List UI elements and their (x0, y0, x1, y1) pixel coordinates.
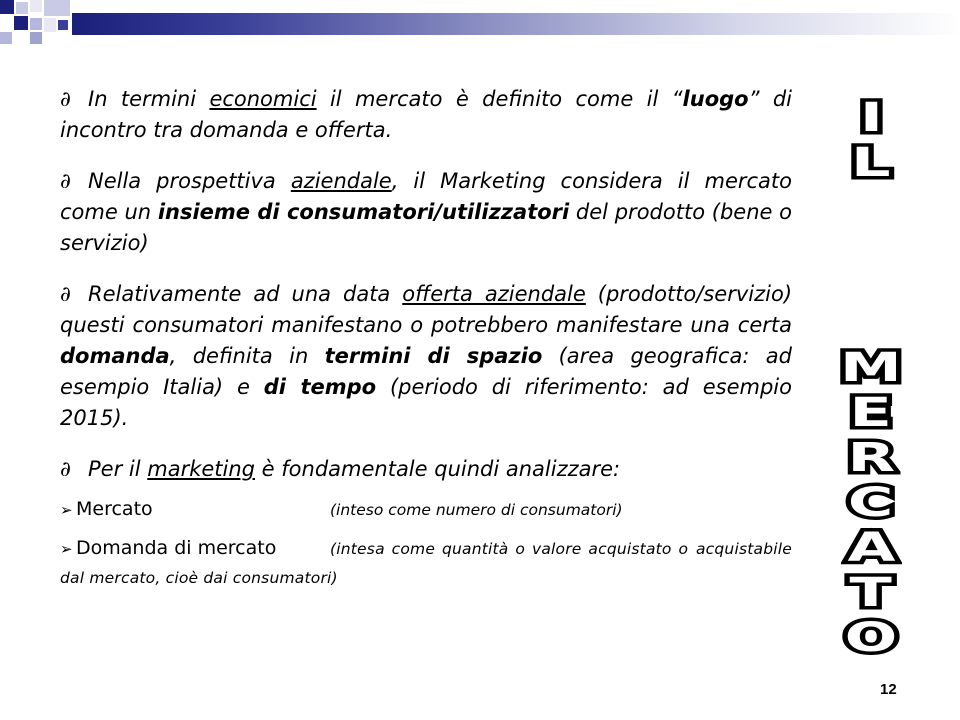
arrow-bullet-icon: ➢ (60, 501, 73, 519)
header-square-9 (44, 18, 56, 32)
underlined-text: marketing (147, 457, 255, 481)
underlined-text: economici (209, 87, 317, 111)
page-number: 12 (880, 681, 897, 698)
vertical-title-letter: I (859, 95, 883, 141)
paragraph-4 (60, 454, 792, 485)
sub-item-note: (inteso come numero di consumatori) (330, 501, 623, 519)
text: , definita in (169, 344, 325, 368)
sub-item-text: Mercato (76, 498, 153, 520)
vertical-title-letter: R (847, 435, 895, 481)
partial-bullet-icon: ∂ (60, 457, 71, 481)
paragraph-2 (60, 166, 792, 259)
text: , il Marketing considera il mercato come un (60, 169, 792, 224)
underlined-text: aziendale (290, 169, 392, 193)
partial-bullet-icon: ∂ (60, 87, 71, 111)
header-square-4 (14, 16, 28, 30)
vertical-title-letter: A (846, 525, 896, 571)
sub-item-domanda (60, 534, 792, 592)
sub-item-mercato (60, 495, 792, 524)
bold-text: di tempo (263, 375, 377, 399)
text: Nella prospettiva (88, 169, 291, 193)
sub-item-note-continued: acquistabile dal mercato, cioè dai consumatori) (60, 540, 792, 587)
text: (area geografica: ad esempio Italia) e (60, 344, 792, 399)
bold-text: termini di spazio (324, 344, 543, 368)
text: Relativamente ad una data (88, 282, 403, 306)
slide-body (60, 84, 792, 592)
sub-item-label (60, 495, 330, 524)
header-square-7 (0, 32, 12, 44)
bold-text: luogo (682, 87, 749, 111)
text: In termini (88, 87, 210, 111)
header-square-2 (16, 2, 28, 14)
text: ” di incontro tra domanda e offerta. (60, 87, 792, 142)
header-gradient-bar (72, 13, 960, 35)
underlined-text: offerta aziendale (402, 282, 586, 306)
paragraph-3 (60, 279, 792, 434)
vertical-title-letter: O (844, 615, 898, 661)
bold-text: domanda (60, 344, 170, 368)
header-square-3 (30, 0, 42, 12)
header-square-5 (30, 18, 42, 30)
arrow-bullet-icon: ➢ (60, 540, 73, 558)
vertical-title-letter: L (851, 140, 891, 186)
sub-item-text: Domanda di mercato (76, 537, 277, 559)
sub-item-note: (intesa come quantità o valore acquistato o (330, 540, 689, 558)
paragraph-1 (60, 84, 792, 146)
vertical-title-letter: M (840, 345, 902, 391)
partial-bullet-icon: ∂ (60, 169, 71, 193)
vertical-title (834, 96, 908, 661)
text: (periodo di riferimento: ad esempio 2015). (60, 375, 792, 430)
header-square-10 (58, 20, 68, 30)
sub-item-label (60, 534, 330, 563)
header-square-1 (0, 0, 14, 14)
vertical-title-letter: E (849, 390, 893, 436)
text: Per il (88, 457, 148, 481)
text: è fondamentale quindi analizzare: (255, 457, 621, 481)
bold-text: insieme di consumatori/utilizzatori (157, 200, 570, 224)
text: il mercato è definito come il “ (316, 87, 683, 111)
header-square-8 (30, 32, 42, 44)
partial-bullet-icon: ∂ (60, 282, 71, 306)
text: del prodotto (bene o servizio) (60, 200, 792, 255)
vertical-title-letter: C (848, 480, 894, 526)
header-square-6 (44, 0, 70, 16)
text: (prodotto/servizio) questi consumatori manifestano o potrebbero manifestare una certa (60, 282, 793, 337)
vertical-title-letter: T (849, 570, 893, 616)
